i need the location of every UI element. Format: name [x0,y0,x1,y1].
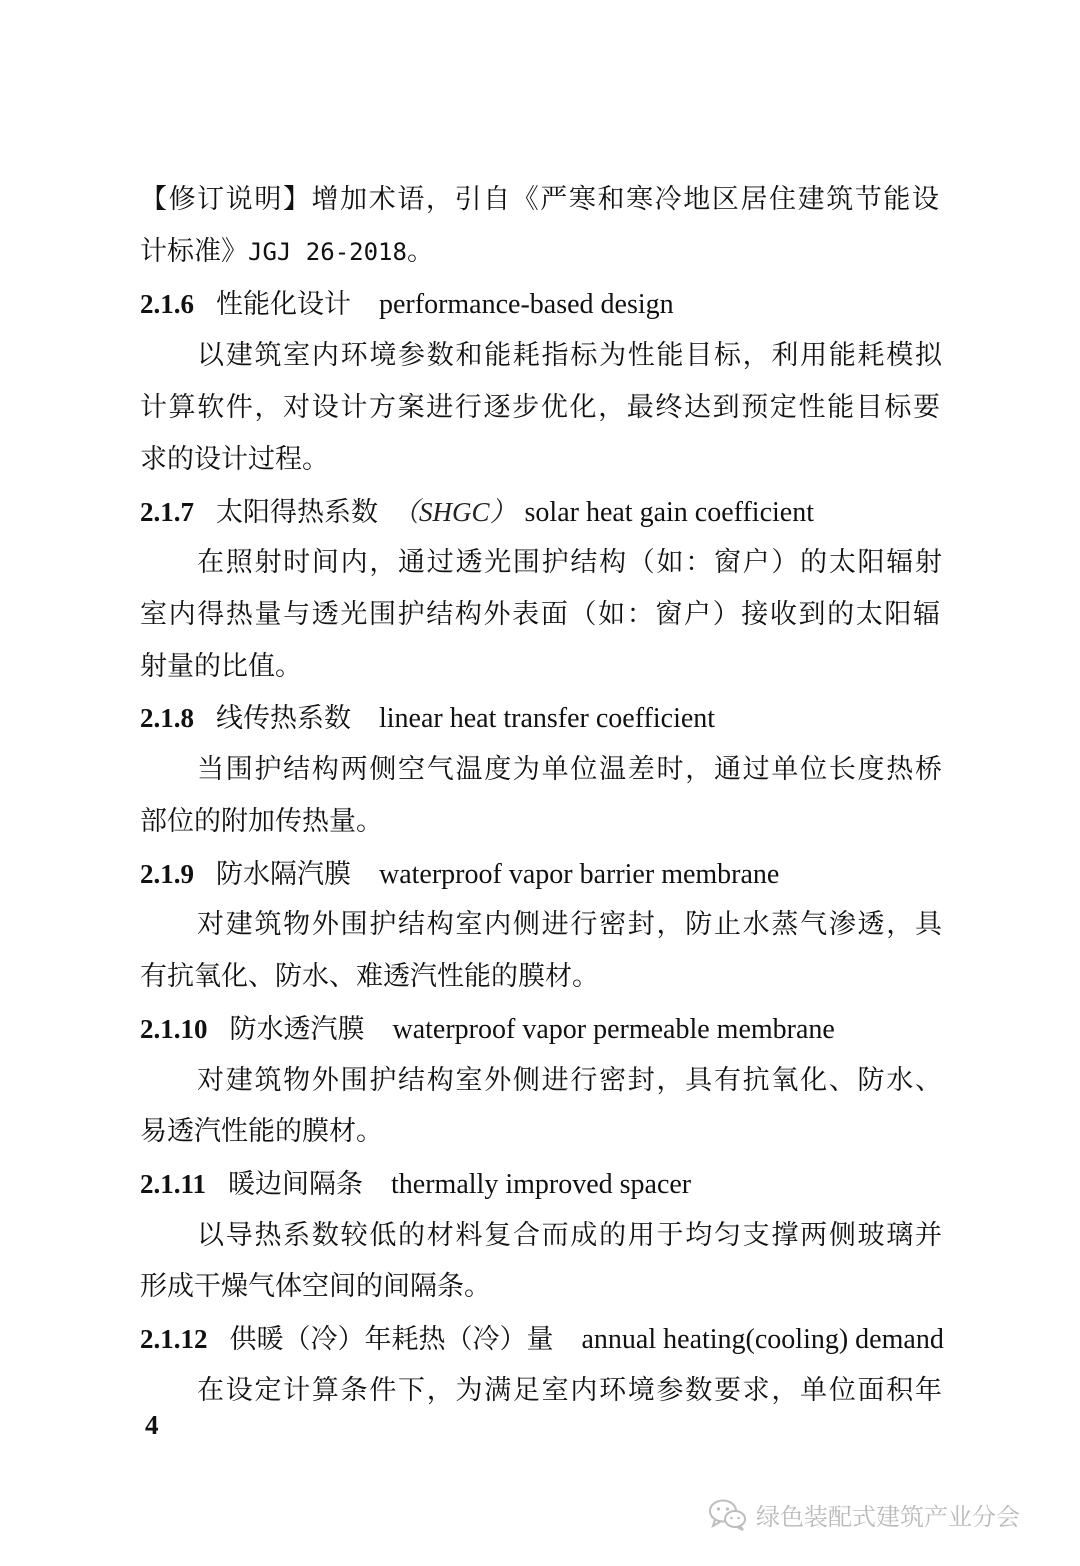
term-number: 2.1.9 [140,859,194,889]
term-chinese: 供暖（冷）年耗热（冷）量 [229,1324,554,1355]
term-heading-2-1-11 [140,1164,940,1205]
page-number: 4 [145,1410,159,1440]
definition-line: 对建筑物外围护结构室外侧进行密封，具有抗氧化、防水、 [197,1065,942,1096]
term-chinese: 线传热系数 [216,703,351,734]
watermark [708,1497,1020,1532]
revision-note-prefix: 计标准》 [140,236,248,267]
term-number: 2.1.7 [140,497,194,527]
definition-line: 当围护结构两侧空气温度为单位温差时，通过单位长度热桥 [197,754,942,785]
term-english: annual heating(cooling) demand [581,1324,944,1355]
term-english: linear heat transfer coefficient [379,703,716,734]
definition-line: 计算软件，对设计方案进行逐步优化，最终达到预定性能目标要 [140,392,940,423]
revision-note-line-1 [140,180,940,220]
standard-code: JGJ 26-2018 [248,238,407,266]
revision-note-line-2 [140,232,940,272]
wechat-icon [708,1498,748,1532]
term-english: performance-based design [379,289,674,320]
definition-line: 有抗氧化、防水、难透汽性能的膜材。 [140,961,599,992]
term-number: 2.1.12 [140,1324,208,1354]
term-heading-2-1-8 [140,698,940,739]
definition-line: 求的设计过程。 [140,444,329,475]
term-heading-2-1-9 [140,854,940,895]
term-english: waterproof vapor barrier membrane [379,859,780,890]
term-number: 2.1.10 [140,1014,208,1044]
term-heading-2-1-6 [140,284,940,325]
term-heading-2-1-12 [140,1319,944,1360]
term-chinese: 防水透汽膜 [229,1014,365,1045]
definition-line: 射量的比值。 [140,651,302,682]
definition-line: 对建筑物外围护结构室内侧进行密封，防止水蒸气渗透，具 [197,909,942,940]
definition-line: 以建筑室内环境参数和能耗指标为性能目标，利用能耗模拟 [197,340,942,371]
term-chinese: 性能化设计 [216,289,351,320]
term-chinese: 防水隔汽膜 [216,859,351,890]
definition-line: 形成干燥气体空间的间隔条。 [140,1271,491,1302]
revision-note-suffix: 。 [406,236,434,267]
term-chinese: 暖边间隔条 [228,1169,364,1200]
term-english: thermally improved spacer [391,1169,692,1200]
term-number: 2.1.8 [140,703,194,733]
term-heading-2-1-7 [140,492,940,533]
watermark-text: 绿色装配式建筑产业分会 [756,1503,1020,1531]
term-english: waterproof vapor permeable membrane [392,1014,835,1045]
term-chinese: 太阳得热系数 [216,497,378,528]
term-english: solar heat gain coefficient [524,497,814,528]
definition-line: 部位的附加传热量。 [140,806,383,837]
term-abbreviation: （SHGC） [392,497,517,527]
definition-line: 以导热系数较低的材料复合而成的用于均匀支撑两侧玻璃并 [197,1220,942,1251]
revision-note-text: 【修订说明】增加术语，引自《严寒和寒冷地区居住建筑节能设 [140,184,940,215]
term-number: 2.1.6 [140,289,194,319]
definition-line: 易透汽性能的膜材。 [140,1116,383,1147]
definition-line: 在设定计算条件下，为满足室内环境参数要求，单位面积年 [197,1375,942,1406]
term-number: 2.1.11 [140,1169,207,1199]
definition-line: 室内得热量与透光围护结构外表面（如：窗户）接收到的太阳辐 [140,599,940,630]
term-heading-2-1-10 [140,1009,940,1050]
definition-line: 在照射时间内，通过透光围护结构（如：窗户）的太阳辐射 [197,547,942,578]
